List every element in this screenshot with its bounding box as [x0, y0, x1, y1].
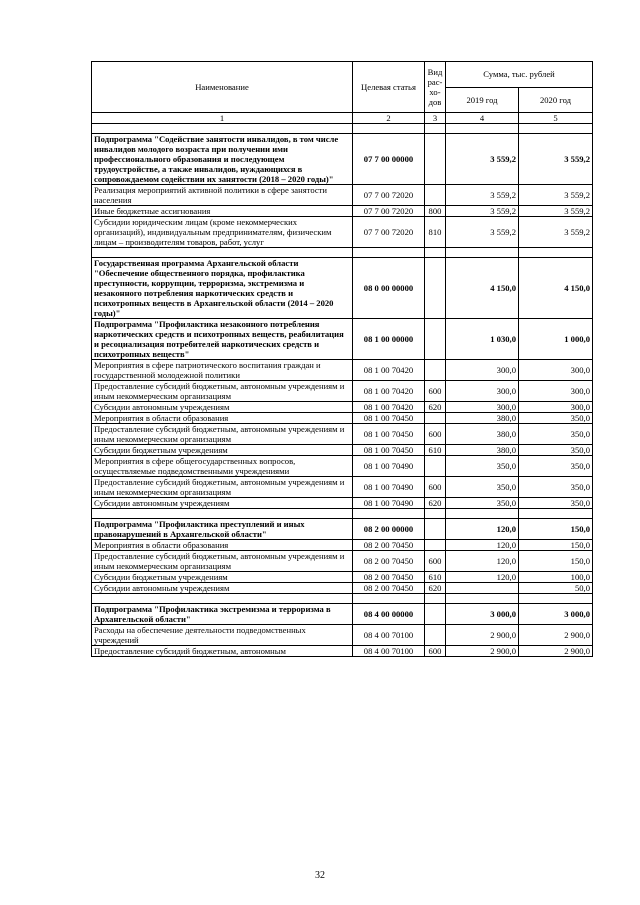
column-index: 2 — [353, 113, 425, 124]
row-name-cell: Субсидии автономным учреждениям — [92, 402, 353, 413]
empty-cell — [425, 594, 446, 604]
row-2020-cell: 150,0 — [519, 540, 593, 551]
row-name-cell: Мероприятия в сфере патриотического воспитания граждан и государственной молодежной политики — [92, 360, 353, 381]
table-row — [92, 498, 593, 509]
table-row — [92, 540, 593, 551]
table-body — [92, 124, 593, 657]
row-2020-cell: 100,0 — [519, 572, 593, 583]
row-2020-cell: 150,0 — [519, 519, 593, 540]
spacer-row — [92, 124, 593, 134]
row-2020-cell: 3 559,2 — [519, 217, 593, 248]
row-code-cell: 08 1 00 70420 — [353, 381, 425, 402]
row-2019-cell: 120,0 — [446, 551, 519, 572]
table-row — [92, 360, 593, 381]
row-code-cell: 08 1 00 70420 — [353, 360, 425, 381]
column-index: 4 — [446, 113, 519, 124]
row-type-cell: 800 — [425, 206, 446, 217]
row-2020-cell: 3 559,2 — [519, 206, 593, 217]
table-row — [92, 551, 593, 572]
program-row — [92, 319, 593, 360]
spacer-row — [92, 248, 593, 258]
row-code-cell: 07 7 00 72020 — [353, 185, 425, 206]
row-type-cell: 620 — [425, 498, 446, 509]
row-code-cell: 07 7 00 72020 — [353, 217, 425, 248]
table-row — [92, 206, 593, 217]
row-type-cell — [425, 185, 446, 206]
row-code-cell: 08 2 00 00000 — [353, 519, 425, 540]
row-2019-cell — [446, 583, 519, 594]
header-code: Целевая статья — [353, 62, 425, 113]
row-name-cell: Мероприятия в области образования — [92, 540, 353, 551]
row-code-cell: 08 4 00 70100 — [353, 625, 425, 646]
row-2020-cell: 50,0 — [519, 583, 593, 594]
row-type-cell: 620 — [425, 402, 446, 413]
table-row — [92, 583, 593, 594]
row-2020-cell: 1 000,0 — [519, 319, 593, 360]
column-index-row — [92, 113, 593, 124]
row-code-cell: 08 0 00 00000 — [353, 258, 425, 319]
row-2019-cell: 1 030,0 — [446, 319, 519, 360]
program-row — [92, 604, 593, 625]
program-row — [92, 258, 593, 319]
row-type-cell — [425, 625, 446, 646]
empty-cell — [353, 594, 425, 604]
empty-cell — [353, 509, 425, 519]
row-name-cell: Подпрограмма "Профилактика экстремизма и терроризма в Архангельской области" — [92, 604, 353, 625]
row-2019-cell: 2 900,0 — [446, 625, 519, 646]
budget-table — [91, 61, 593, 657]
row-2020-cell: 3 559,2 — [519, 134, 593, 185]
empty-cell — [92, 248, 353, 258]
row-2020-cell: 150,0 — [519, 551, 593, 572]
program-row — [92, 134, 593, 185]
row-type-cell: 600 — [425, 477, 446, 498]
row-2019-cell: 2 900,0 — [446, 646, 519, 657]
row-2019-cell: 3 559,2 — [446, 217, 519, 248]
row-code-cell: 08 2 00 70450 — [353, 583, 425, 594]
table-row — [92, 572, 593, 583]
row-name-cell: Мероприятия в сфере общегосударственных вопросов, осуществляемые подведомственными учреждениями — [92, 456, 353, 477]
empty-cell — [446, 594, 519, 604]
row-type-cell — [425, 360, 446, 381]
row-name-cell: Предоставление субсидий бюджетным, автономным учреждениям и иным некоммерческим организациям — [92, 381, 353, 402]
empty-cell — [519, 594, 593, 604]
row-type-cell — [425, 413, 446, 424]
empty-cell — [519, 124, 593, 134]
row-2020-cell: 4 150,0 — [519, 258, 593, 319]
row-2019-cell: 380,0 — [446, 424, 519, 445]
row-code-cell: 08 2 00 70450 — [353, 572, 425, 583]
table-row — [92, 424, 593, 445]
row-2020-cell: 300,0 — [519, 402, 593, 413]
row-code-cell: 08 1 00 70490 — [353, 477, 425, 498]
row-2019-cell: 120,0 — [446, 540, 519, 551]
row-2020-cell: 3 000,0 — [519, 604, 593, 625]
row-2020-cell: 350,0 — [519, 498, 593, 509]
row-type-cell: 600 — [425, 381, 446, 402]
row-2019-cell: 300,0 — [446, 402, 519, 413]
row-name-cell: Субсидии бюджетным учреждениям — [92, 572, 353, 583]
spacer-row — [92, 509, 593, 519]
row-name-cell: Расходы на обеспечение деятельности подведомственных учреждений — [92, 625, 353, 646]
row-type-cell — [425, 456, 446, 477]
table-row — [92, 477, 593, 498]
row-code-cell: 08 1 00 70450 — [353, 413, 425, 424]
table-header-row — [92, 62, 593, 88]
table-row — [92, 646, 593, 657]
row-name-cell: Подпрограмма "Профилактика незаконного потребления наркотических средств и психотропных веществ, реабилитация и ресоциализация потребителей наркотических средств и психотропных веществ" — [92, 319, 353, 360]
row-2019-cell: 350,0 — [446, 498, 519, 509]
row-2019-cell: 3 000,0 — [446, 604, 519, 625]
row-name-cell: Предоставление субсидий бюджетным, автономным — [92, 646, 353, 657]
header-year-2020: 2020 год — [519, 87, 593, 113]
row-2020-cell: 300,0 — [519, 381, 593, 402]
header-year-2019: 2019 год — [446, 87, 519, 113]
empty-cell — [92, 124, 353, 134]
header-name: Наименование — [92, 62, 353, 113]
empty-cell — [353, 124, 425, 134]
row-code-cell: 08 2 00 70450 — [353, 551, 425, 572]
row-type-cell: 620 — [425, 583, 446, 594]
row-type-cell: 600 — [425, 551, 446, 572]
table-row — [92, 625, 593, 646]
row-name-cell: Предоставление субсидий бюджетным, автономным учреждениям и иным некоммерческим организациям — [92, 477, 353, 498]
row-type-cell — [425, 540, 446, 551]
row-type-cell — [425, 604, 446, 625]
empty-cell — [425, 124, 446, 134]
empty-cell — [446, 248, 519, 258]
table-row — [92, 217, 593, 248]
row-2019-cell: 120,0 — [446, 572, 519, 583]
row-2019-cell: 380,0 — [446, 413, 519, 424]
row-2019-cell: 3 559,2 — [446, 206, 519, 217]
row-name-cell: Субсидии автономным учреждениям — [92, 583, 353, 594]
row-2019-cell: 3 559,2 — [446, 134, 519, 185]
row-code-cell: 08 2 00 70450 — [353, 540, 425, 551]
row-type-cell: 600 — [425, 424, 446, 445]
row-code-cell: 07 7 00 72020 — [353, 206, 425, 217]
row-name-cell: Предоставление субсидий бюджетным, автономным учреждениям и иным некоммерческим организациям — [92, 551, 353, 572]
row-2020-cell: 350,0 — [519, 456, 593, 477]
row-2020-cell: 300,0 — [519, 360, 593, 381]
row-name-cell: Субсидии бюджетным учреждениям — [92, 445, 353, 456]
row-2019-cell: 350,0 — [446, 477, 519, 498]
row-type-cell: 610 — [425, 445, 446, 456]
row-2019-cell: 300,0 — [446, 360, 519, 381]
empty-cell — [92, 509, 353, 519]
row-name-cell: Субсидии автономным учреждениям — [92, 498, 353, 509]
row-2020-cell: 2 900,0 — [519, 625, 593, 646]
row-name-cell: Иные бюджетные ассигнования — [92, 206, 353, 217]
row-name-cell: Мероприятия в области образования — [92, 413, 353, 424]
column-index: 1 — [92, 113, 353, 124]
empty-cell — [353, 248, 425, 258]
row-type-cell — [425, 134, 446, 185]
row-2020-cell: 2 900,0 — [519, 646, 593, 657]
row-2020-cell: 3 559,2 — [519, 185, 593, 206]
empty-cell — [519, 248, 593, 258]
row-2019-cell: 380,0 — [446, 445, 519, 456]
row-code-cell: 07 7 00 00000 — [353, 134, 425, 185]
row-type-cell — [425, 258, 446, 319]
row-name-cell: Субсидии юридическим лицам (кроме некоммерческих организаций), индивидуальным предпринимателям, физическим лицам – производителям товаров, работ, услуг — [92, 217, 353, 248]
spacer-row — [92, 594, 593, 604]
row-2019-cell: 4 150,0 — [446, 258, 519, 319]
row-name-cell: Подпрограмма "Содействие занятости инвалидов, в том числе инвалидов молодого возраста при получении ими профессионального образования и последующем трудоустройстве, а также инвалидов, нуждающихся в сопровождаемом содействии их занятости (2018 – 2020 годы)" — [92, 134, 353, 185]
empty-cell — [425, 248, 446, 258]
table-row — [92, 456, 593, 477]
row-name-cell: Предоставление субсидий бюджетным, автономным учреждениям и иным некоммерческим организациям — [92, 424, 353, 445]
row-2020-cell: 350,0 — [519, 424, 593, 445]
row-code-cell: 08 4 00 70100 — [353, 646, 425, 657]
program-row — [92, 519, 593, 540]
table-row — [92, 381, 593, 402]
page-number: 32 — [315, 870, 325, 881]
row-code-cell: 08 1 00 70490 — [353, 498, 425, 509]
empty-cell — [425, 509, 446, 519]
table-row — [92, 413, 593, 424]
table-row — [92, 185, 593, 206]
row-code-cell: 08 1 00 70490 — [353, 456, 425, 477]
row-name-cell: Реализация мероприятий активной политики в сфере занятости населения — [92, 185, 353, 206]
row-type-cell — [425, 319, 446, 360]
table-row — [92, 402, 593, 413]
row-2020-cell: 350,0 — [519, 413, 593, 424]
row-code-cell: 08 1 00 70420 — [353, 402, 425, 413]
row-code-cell: 08 4 00 00000 — [353, 604, 425, 625]
column-index: 3 — [425, 113, 446, 124]
row-code-cell: 08 1 00 70450 — [353, 445, 425, 456]
empty-cell — [92, 594, 353, 604]
row-name-cell: Подпрограмма "Профилактика преступлений и иных правонарушений в Архангельской области" — [92, 519, 353, 540]
header-type: Вид рас- хо- дов — [425, 62, 446, 113]
row-2019-cell: 350,0 — [446, 456, 519, 477]
row-name-cell: Государственная программа Архангельской области "Обеспечение общественного порядка, профилактика преступности, коррупции, терроризма, экстремизма и незаконного потребления наркотических средств и психотропных веществ в Архангельской области (2014 – 2020 годы)" — [92, 258, 353, 319]
row-2019-cell: 300,0 — [446, 381, 519, 402]
empty-cell — [446, 124, 519, 134]
table-row — [92, 445, 593, 456]
row-code-cell: 08 1 00 70450 — [353, 424, 425, 445]
row-2019-cell: 120,0 — [446, 519, 519, 540]
empty-cell — [446, 509, 519, 519]
header-sum: Сумма, тыс. рублей — [446, 62, 593, 88]
row-type-cell — [425, 519, 446, 540]
empty-cell — [519, 509, 593, 519]
row-2020-cell: 350,0 — [519, 445, 593, 456]
row-type-cell: 810 — [425, 217, 446, 248]
row-2020-cell: 350,0 — [519, 477, 593, 498]
row-type-cell: 600 — [425, 646, 446, 657]
row-code-cell: 08 1 00 00000 — [353, 319, 425, 360]
row-2019-cell: 3 559,2 — [446, 185, 519, 206]
row-type-cell: 610 — [425, 572, 446, 583]
column-index: 5 — [519, 113, 593, 124]
